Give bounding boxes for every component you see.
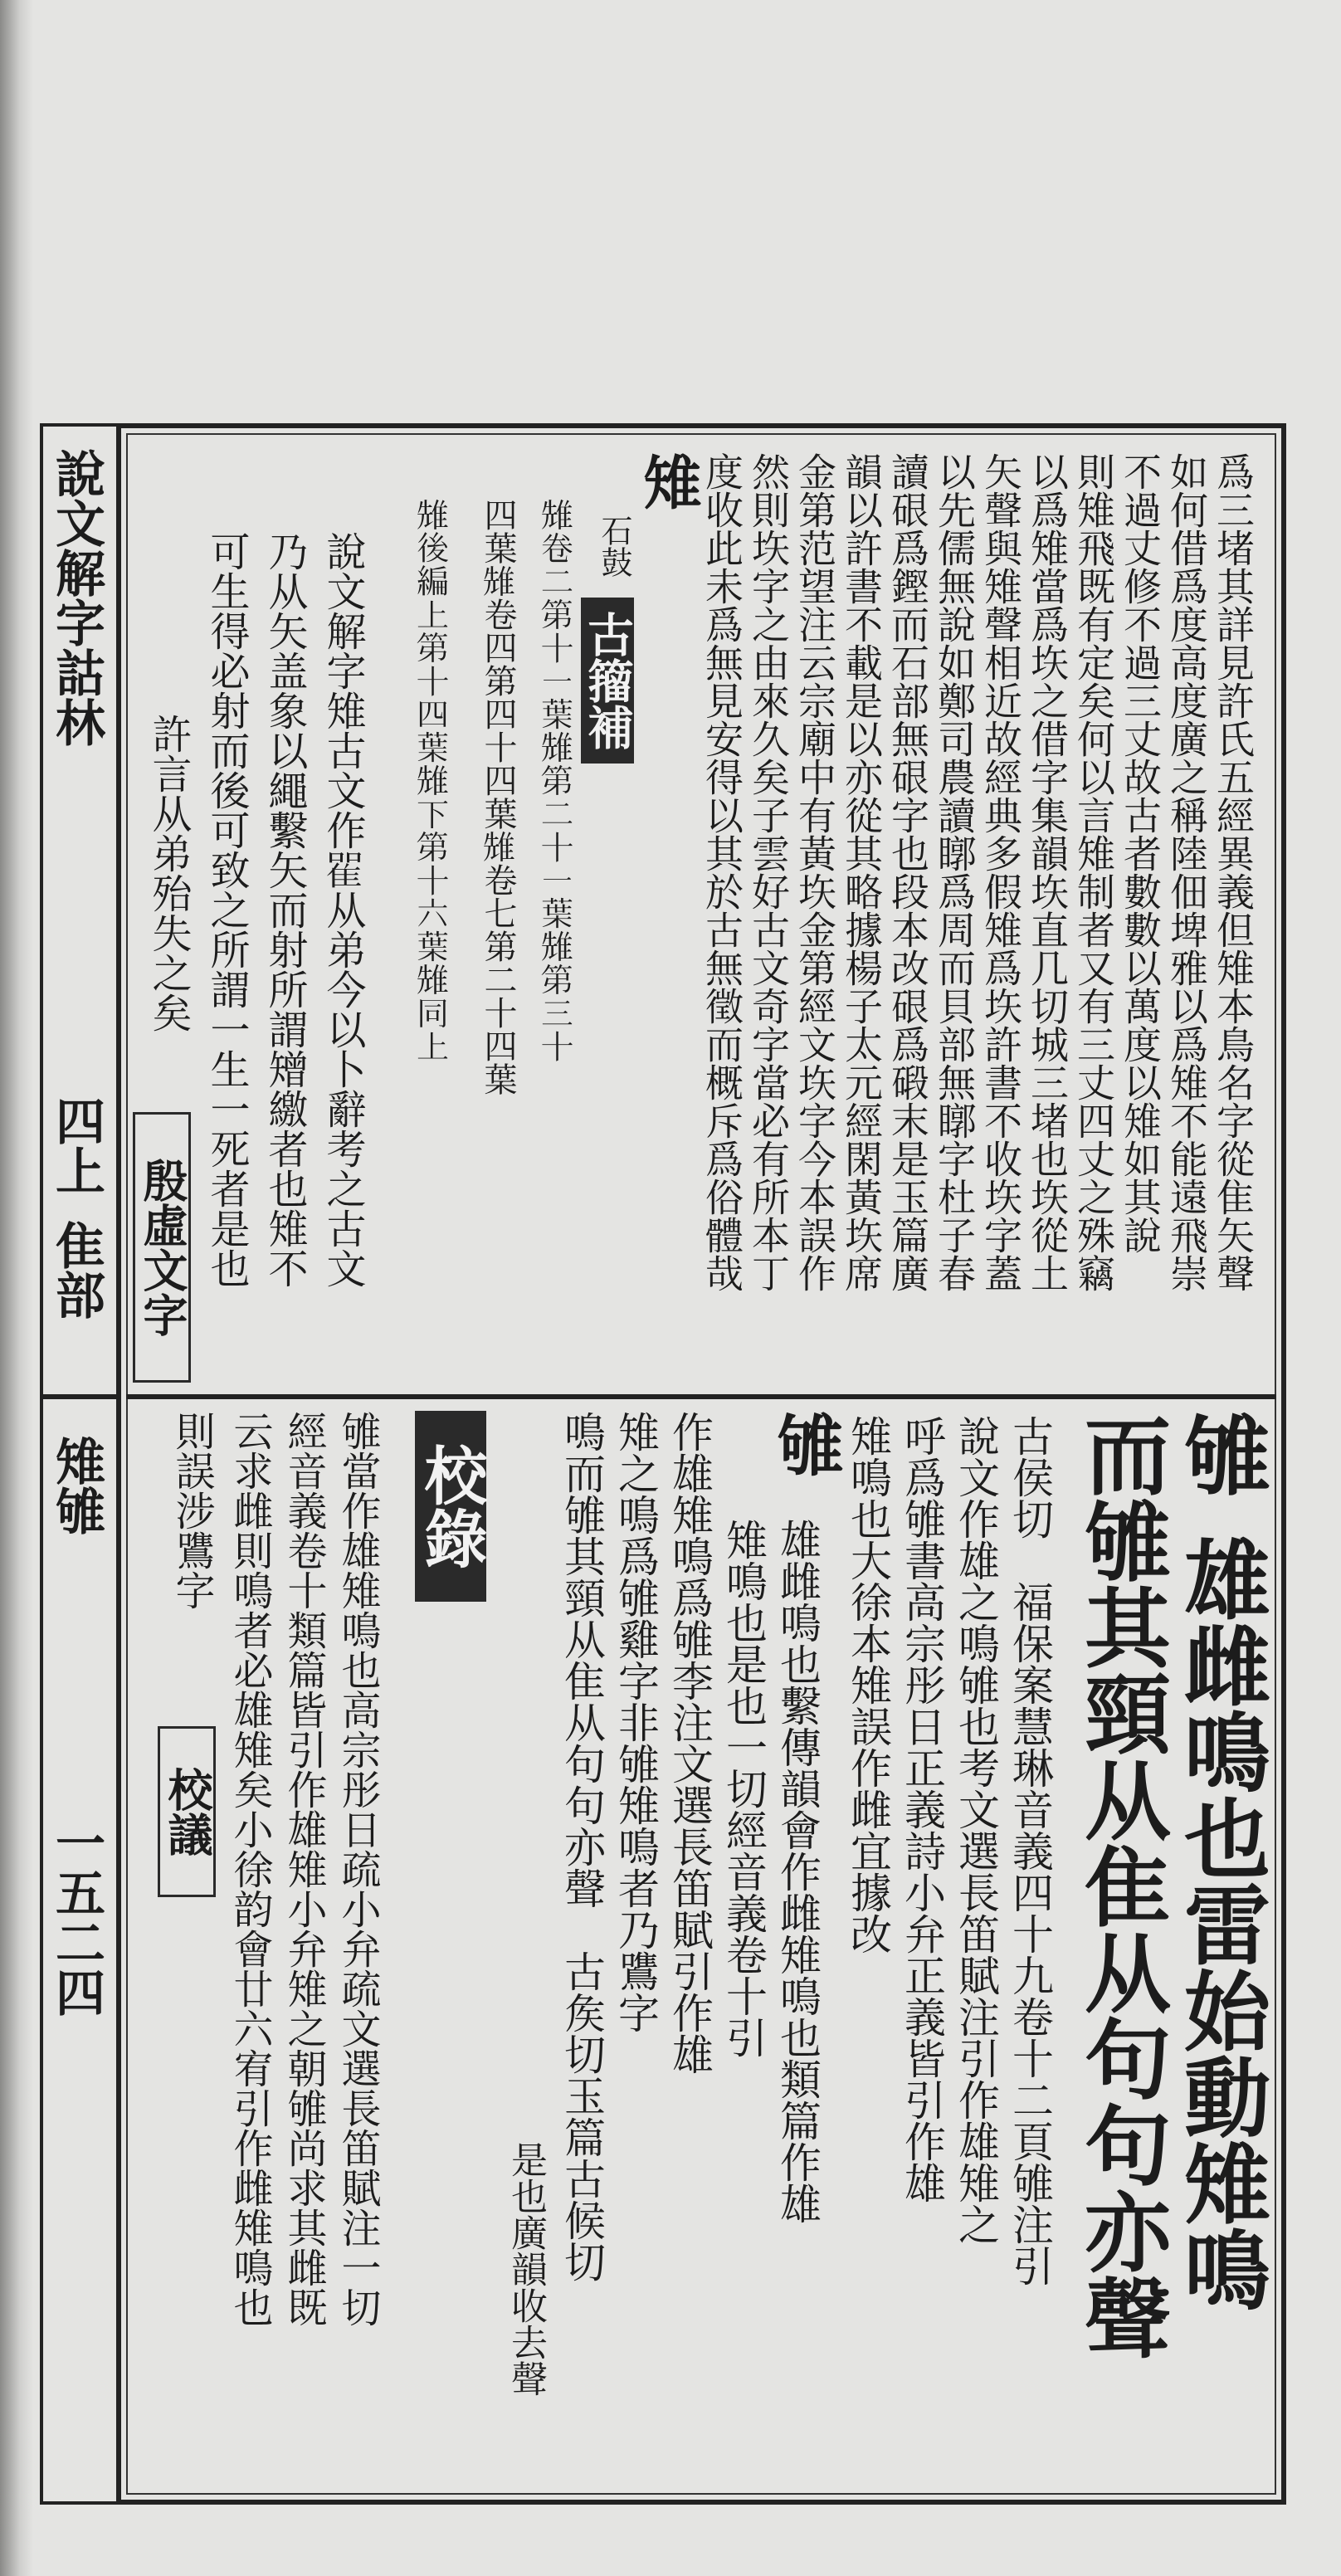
upper-col-7: 以先儒無說如鄭司農讀䁨爲周而貝部無䁨字杜子春 — [932, 452, 977, 1292]
jiaolu-line-2: 經音義卷十類篇皆引作雄雉小弁雉之朝雊尚求其雌既 — [280, 1411, 327, 2327]
upper-col-4: 則雉飛既有定矣何以言雉制者又有三丈四丈之殊竊 — [1071, 452, 1116, 1292]
xiaoyi-line-5: 鳴而雊其頸从隹从句句亦聲 古矦切玉篇古候切 — [558, 1411, 606, 2282]
chars-label: 雉雊 — [47, 1436, 105, 1535]
jiaolu-line-3: 云求雌則鳴者必雄雉矣小徐韵會廿六宥引作雌雉鳴也 — [227, 1411, 273, 2327]
xiaoyi-line-6: 是也廣韻收去聲 — [505, 2141, 547, 2397]
jiaolu-line-4: 則誤涉鷕字 — [168, 1411, 215, 1610]
margin-divider — [40, 1394, 116, 1399]
xiaoyi-line-4: 雉之鳴爲雊雞字非雊雉鳴者乃鷕字 — [612, 1411, 660, 2033]
upper-col-2: 如何借爲度高度廣之稱陸佃埤雅以爲雉不能遠飛崇 — [1164, 452, 1209, 1292]
headword-seal: 雊 — [1169, 1411, 1271, 1497]
volume-label: 四上 — [47, 1095, 105, 1195]
yinxu-line-2: 乃从矢盖象以繩繫矢而射所謂矰繳者也雉不 — [261, 531, 308, 1288]
note-line-4: 雉鳴也大徐本雉誤作雌宜據改 — [844, 1415, 892, 1954]
upper-col-1: 爲三堵其詳見許氏五經異義但雉本鳥名字從隹矢聲 — [1211, 452, 1256, 1292]
xiaoyi-line-3: 作雄雉鳴爲雊李注文選長笛賦引作雄 — [666, 1411, 714, 2075]
guwen-seal-glyph: 雉 — [634, 452, 703, 510]
note-line-2: 說文作雄之鳴雊也考文選長笛賦注引作雄雉之 — [952, 1415, 1000, 2245]
upper-col-11: 然則垁字之由來久矣子雲好古文奇字當必有所本丁 — [746, 452, 791, 1292]
xiaoyi-label-box: 校議 — [158, 1726, 216, 1897]
section-divider — [126, 1394, 1276, 1399]
book-title: 說文解字詁林 — [47, 448, 105, 747]
seal-glyph-2: 雊 — [766, 1411, 844, 1477]
upper-col-10: 金第范望注云宗廟中有黃垁金第經文垁字今本誤作 — [792, 452, 837, 1292]
upper-col-5: 以爲雉當爲垁之借字集韻垁直几切城三堵也垁從土 — [1025, 452, 1070, 1292]
yinxu-label-box: 殷虛文字 — [133, 1112, 191, 1383]
note-line-1: 古侯切 福保案慧琳音義四十九卷十二頁雊注引 — [1006, 1415, 1054, 2286]
upper-col-6: 矢聲與雉聲相近故經典多假雉爲垁許書不收垁字蓋 — [978, 452, 1023, 1292]
upper-col-3: 不過丈修不過三丈故古者數數以萬度以雉如其說 — [1118, 452, 1163, 1254]
xiaoyi-line-2: 雉鳴也是也一切經音義卷十引 — [719, 1519, 768, 2058]
jiaolu-line-1: 雊當作雄雉鳴也高宗彤日疏小弁疏文選長笛賦注一切 — [334, 1411, 381, 2327]
guwen-source: 石鼓 — [596, 515, 632, 578]
jiaolu-label-box: 校錄 — [415, 1411, 486, 1602]
yinxu-line-4: 許言从弟殆失之矣 — [145, 714, 192, 1032]
section-label: 隹部 — [47, 1220, 105, 1320]
guwen-line-2: 四葉𨾷卷四第四十四葉𨾷卷七第二十四葉 — [479, 498, 517, 1095]
guwen-label-box: 古籀補 — [581, 598, 634, 764]
note-line-3: 呼爲雊書高宗彤日正義詩小弁正義皆引作雄 — [898, 1415, 946, 2203]
page-number: 一五二四 — [47, 1817, 105, 2017]
upper-col-8: 讀硍爲鏗而石部無硍字也段本改硍爲碫末是玉篇廣 — [885, 452, 930, 1292]
binding-edge — [0, 0, 33, 2576]
upper-col-9: 韻以許書不載是以亦從其略據楊子太元經閑黃垁席 — [839, 452, 884, 1292]
headword-line-2: 而雊其頸从隹从句句亦聲 — [1070, 1411, 1172, 2360]
yinxu-line-1: 說文解字雉古文作𨾴从弟今以卜辭考之古文 — [319, 531, 366, 1288]
guwen-line-1: 𨾷卷二第十一葉𨾷第二十一葉𨾷第三十 — [537, 498, 575, 1062]
yinxu-line-3: 可生得必射而後可致之所謂一生一死者是也 — [203, 531, 250, 1288]
xiaoyi-line-1: 雄雌鳴也繫傳韻會作雌雉鳴也類篇作雄 — [773, 1519, 822, 2224]
upper-col-12: 度收此未爲無見安得以其於古無徵而概斥爲俗體哉 — [700, 452, 744, 1292]
guwen-line-3: 𨾷後編上第十四葉𨾷下第十六葉𨾷同上 — [412, 498, 451, 1062]
headword-line-1: 雄雌鳴也雷始動雉鳴 — [1169, 1535, 1271, 2312]
